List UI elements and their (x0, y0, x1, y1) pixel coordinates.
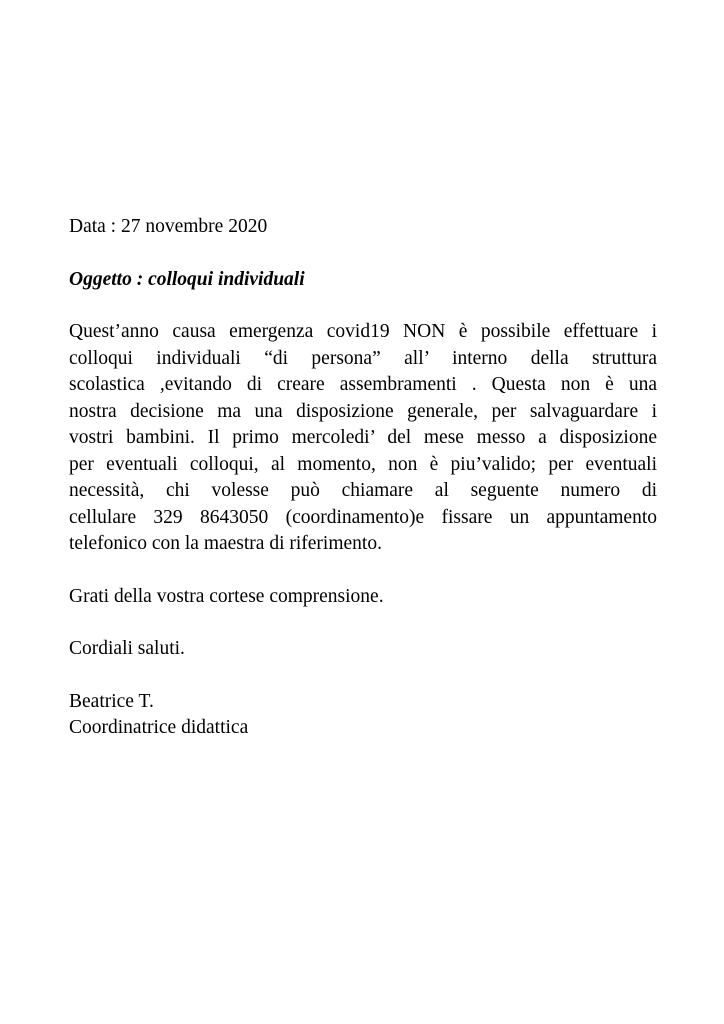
letter-body (69, 319, 657, 558)
letter-date: Data : 27 novembre 2020 (69, 216, 268, 237)
body-line: per eventuali colloqui, al momento, non è piu’valido; per eventuali (69, 453, 657, 475)
body-line: vostri bambini. Il primo mercoledi’ del mese messo a disposizione (69, 427, 657, 448)
letter-salutation: Cordiali saluti. (69, 638, 185, 659)
body-line: colloqui individuali “di persona” all’ interno della struttura (69, 347, 657, 369)
letter-signature (69, 689, 657, 742)
body-line: cellulare 329 8643050 (coordinamento)e fissare un appuntamento (69, 506, 657, 528)
body-line: necessità, chi volesse può chiamare al seguente numero di (69, 480, 657, 501)
signature-name: Beatrice T. (69, 690, 154, 712)
body-line: scolastica ,evitando di creare assembramenti . Questa non è una (69, 374, 657, 395)
letter-subject: Oggetto : colloqui individuali (69, 268, 305, 290)
body-line: telefonico con la maestra di riferimento. (69, 533, 382, 554)
body-line: Quest’anno causa emergenza covid19 NON è possibile effettuare i (69, 321, 657, 342)
signature-role: Coordinatrice didattica (69, 717, 249, 738)
body-line: nostra decisione ma una disposizione generale, per salvaguardare i (69, 400, 657, 422)
letter-page (69, 214, 657, 742)
letter-closing: Grati della vostra cortese comprensione. (69, 585, 384, 607)
